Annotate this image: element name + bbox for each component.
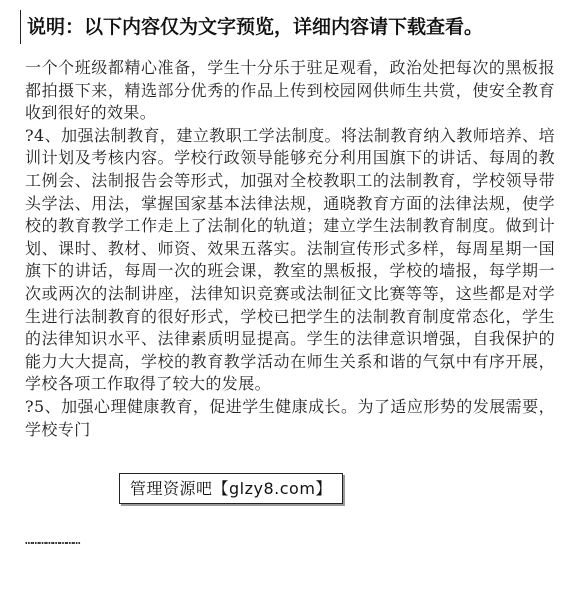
paragraph-1: 一个个班级都精心准备，学生十分乐于驻足观看，政治处把每次的黑板报都拍摄下来，精选部分优秀的作品上传到校园网供师生共赏，使安全教育收到很好的效果。 — [25, 58, 555, 123]
paragraph-2: ?4、加强法制教育，建立教职工学法制度。将法制教育纳入教师培养、培训计划及考核内容。学校行政领导能够充分利用国旗下的讲话、每周的教工例会、法制报告会等形式，加强对全校教职工的法制教育，学校领导带头学法、用法，掌握国家基本法律法规，通晓教育方面的法律法规，使学校的教育教学工作走上了法制化的轨道；建立学生法制教育制度。做到计划、课时、教材、师资、效果五落实。法制宣传形式多样，每周星期一国旗下的讲话，每周一次的班会课，教室的黑板报，学校的墙报，每学期一次或两次的法制讲座，法律知识竞赛或法制征文比赛等等，这些都是对学生进行法制教育的很好形式，学校已把学生的法制教育制度常态化，学生的法律知识水平、法律素质明显提高。学生的法律意识增强，自我保护的能力大大提高，学校的教育教学活动在师生关系和谐的气氛中有序开展，学校各项工作取得了较大的发展。 — [25, 125, 555, 394]
preview-notice: 说明：以下内容仅为文字预览，详细内容请下载查看。 — [20, 10, 577, 44]
paragraph-3: ?5、加强心理健康教育，促进学生健康成长。为了适应形势的发展需要，学校专门 — [25, 396, 555, 439]
site-watermark: 管理资源吧【glzy8.com】 — [119, 473, 343, 504]
truncation-ellipsis: …………………… — [25, 533, 80, 548]
document-body — [25, 57, 555, 441]
